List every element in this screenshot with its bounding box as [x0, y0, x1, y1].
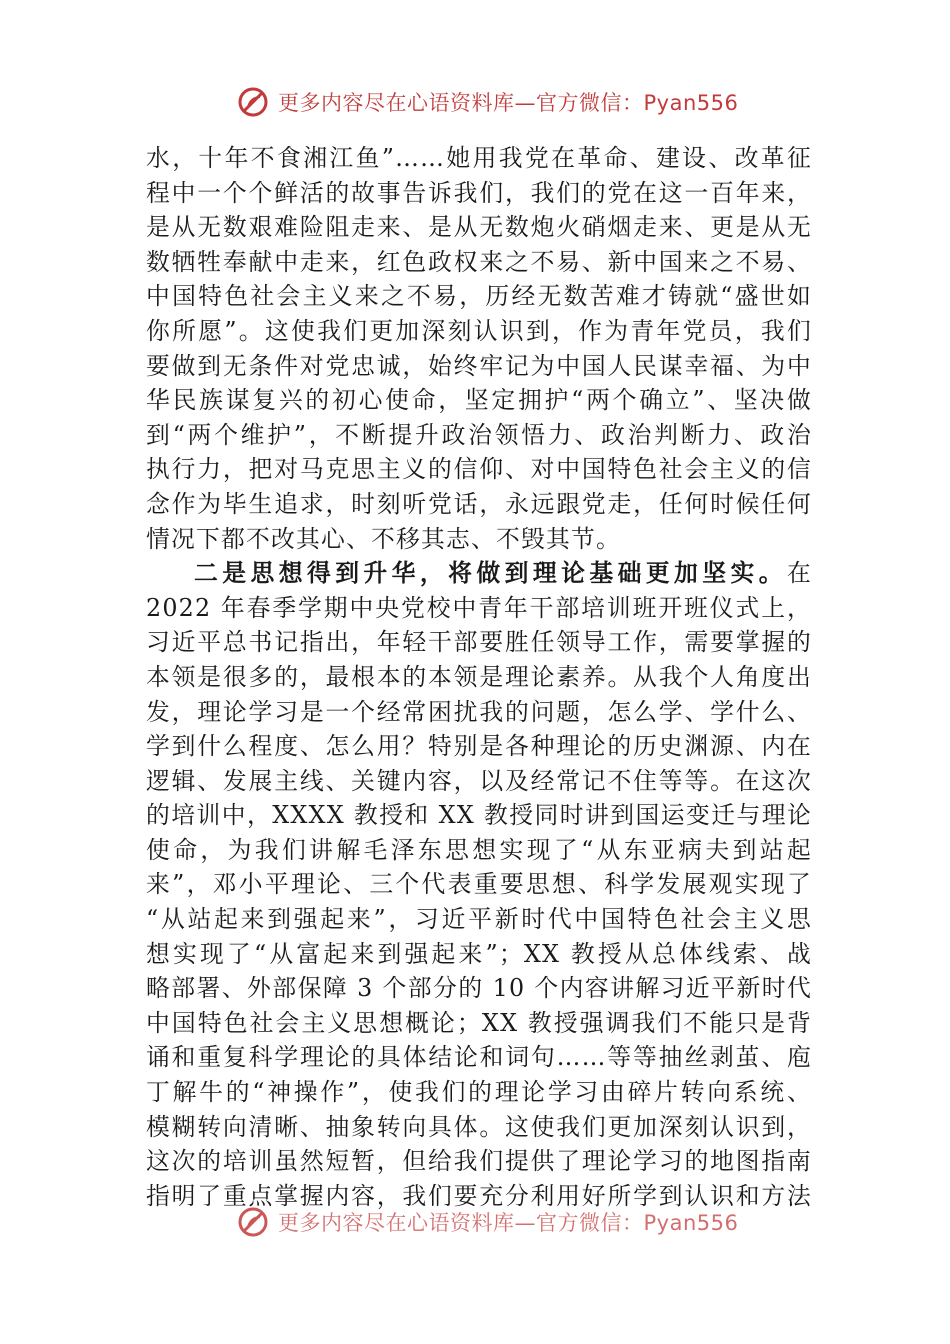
text-line: 逻辑、发展主线、关键内容，以及经常记不住等等。在这次: [146, 766, 812, 795]
text-line: 数牺牲奉献中走来，红色政权来之不易、新中国来之不易、: [146, 247, 812, 276]
watermark-footer: [236, 1204, 738, 1240]
section-heading: 二是思想得到升华，将做到理论基础更加坚实。: [194, 559, 787, 588]
text-line: 执行力，把对马克思主义的信仰、对中国特色社会主义的信: [146, 455, 812, 484]
pen-logo-icon: [236, 85, 270, 119]
text-line: 情况下都不改其心、不移其志、不毁其节。: [146, 524, 621, 553]
document-body: [146, 141, 812, 1213]
paragraph-2-first-line: [146, 556, 812, 591]
text-line: 念作为毕生追求，时刻听党话，永远跟党走，任何时候任何: [146, 489, 812, 518]
pen-logo-icon: [236, 1205, 270, 1239]
text-line: 指明了重点掌握内容，我们要充分利用好所学到认识和方法: [146, 1181, 812, 1210]
text-line: 发，理论学习是一个经常困扰我的问题，怎么学、学什么、: [146, 697, 812, 726]
text-line: 水，十年不食湘江鱼”……她用我党在革命、建设、改革征: [146, 144, 812, 172]
text-line: 的培训中，XXXX 教授和 XX 教授同时讲到国运变迁与理论: [146, 801, 812, 830]
text-line: “从站起来到强起来”，习近平新时代中国特色社会主义思: [146, 905, 812, 934]
text-line: 来”，邓小平理论、三个代表重要思想、科学发展观实现了: [146, 870, 812, 899]
text-line: 略部署、外部保障 3 个部分的 10 个内容讲解习近平新时代: [146, 974, 812, 1003]
text-line: 程中一个个鲜活的故事告诉我们，我们的党在这一百年来，: [146, 178, 812, 207]
text-line: 习近平总书记指出，年轻干部要胜任领导工作，需要掌握的: [146, 628, 812, 657]
text-line: 2022 年春季学期中央党校中青年干部培训班开班仪式上，: [146, 593, 812, 622]
text-line: 你所愿”。这使我们更加深刻认识到，作为青年党员，我们: [146, 316, 812, 345]
text-line: 华民族谋复兴的初心使命，坚定拥护“两个确立”、坚决做: [146, 386, 812, 415]
text-line: 本领是很多的，最根本的本领是理论素养。从我个人角度出: [146, 662, 812, 691]
text-line: 学到什么程度、怎么用？特别是各种理论的历史渊源、内在: [146, 732, 812, 761]
text-line: 使命，为我们讲解毛泽东思想实现了“从东亚病夫到站起: [146, 835, 812, 864]
text-line: 要做到无条件对党忠诚，始终牢记为中国人民谋幸福、为中: [146, 351, 812, 380]
text-line: 中国特色社会主义思想概论；XX 教授强调我们不能只是背: [146, 1008, 812, 1037]
watermark-header: [236, 84, 738, 120]
text-line: 中国特色社会主义来之不易，历经无数苦难才铸就“盛世如: [146, 282, 812, 311]
text-line: 是从无数艰难险阻走来、是从无数炮火硝烟走来、更是从无: [146, 213, 812, 242]
text-line: 想实现了“从富起来到强起来”；XX 教授从总体线索、战: [146, 939, 812, 968]
watermark-text: 更多内容尽在心语资料库—官方微信：Pyan556: [278, 91, 739, 115]
text-line: 这次的培训虽然短暂，但给我们提供了理论学习的地图指南: [146, 1147, 812, 1176]
heading-continuation: 在: [787, 559, 812, 588]
paragraph-2: [146, 556, 812, 1213]
text-line: 诵和重复科学理论的具体结论和词句……等等抽丝剥茧、庖: [146, 1043, 812, 1072]
watermark-text: 更多内容尽在心语资料库—官方微信：Pyan556: [278, 1211, 739, 1235]
paragraph-1: [146, 141, 812, 556]
text-line: 丁解牛的“神操作”，使我们的理论学习由碎片转向系统、: [146, 1078, 812, 1107]
text-line: 模糊转向清晰、抽象转向具体。这使我们更加深刻认识到，: [146, 1112, 812, 1141]
text-line: 到“两个维护”，不断提升政治领悟力、政治判断力、政治: [146, 420, 812, 449]
